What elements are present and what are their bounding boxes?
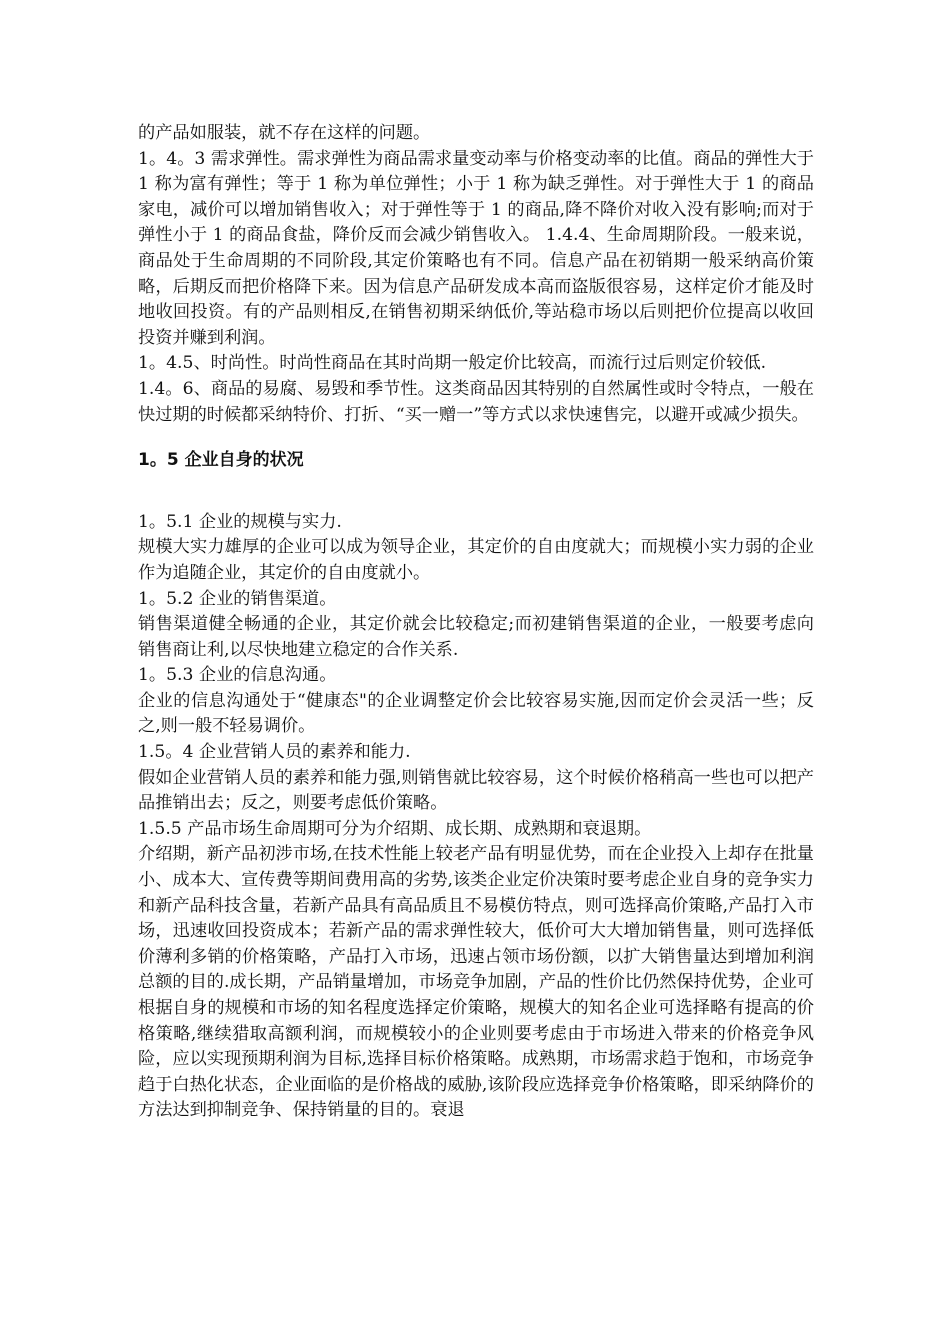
- paragraph-perishable: 1.4。6、商品的易腐、易毁和季节性。这类商品因其特别的自然属性或时令特点，一般在快过期的时候都采纳特价、打折、“买一赠一”等方式以求快速售完，以避开或减少损失。: [138, 378, 814, 425]
- paragraph-product-clothing: 的产品如服装，就不存在这样的问题。: [138, 123, 431, 143]
- section-heading: 1。5 企业自身的状况: [138, 450, 304, 471]
- subheading-communication: 1。5.3 企业的信息沟通。: [138, 665, 337, 686]
- paragraph-scale: 规模大实力雄厚的企业可以成为领导企业，其定价的自由度就大；而规模小实力弱的企业作为追随企业，其定价的自由度就小。: [138, 537, 814, 583]
- paragraph-channels: 销售渠道健全畅通的企业，其定价就会比较稳定;而初建销售渠道的企业，一般要考虑向销售商让利,以尽快地建立稳定的合作关系.: [138, 614, 814, 660]
- paragraph-staff: 假如企业营销人员的素养和能力强,则销售就比较容易，这个时候价格稍高一些也可以把产品推销出去；反之，则要考虑低价策略。: [138, 767, 814, 814]
- paragraph-fashion: 1。4.5、时尚性。时尚性商品在其时尚期一般定价比较高，而流行过后则定价较低.: [138, 353, 767, 374]
- paragraph-demand-elasticity: 1。4。3 需求弹性。需求弹性为商品需求量变动率与价格变动率的比值。商品的弹性大于 1 称为富有弹性；等于 1 称为单位弹性；小于 1 称为缺乏弹性。对于弹性大于 1 的商品家电，减价可以增加销售收入；对于弹性等于 1 的商品,降不降价对收入没有影响;而对于弹性小于 1 的商品食盐，降价反而会减少销售收入。 1.4.4、生命周期阶段。一般来说，商品处于生命周期的不同阶段,其定价策略也有不同。信息产品在初销期一般采纳高价策略，后期反而把价格降下来。因为信息产品研发成本高而盗版很容易，这样定价才能及时地收回投资。有的产品则相反,在销售初期采纳低价,等站稳市场以后则把价位提高以收回投资并赚到利润。: [138, 148, 814, 348]
- subheading-staff: 1.5。4 企业营销人员的素养和能力.: [138, 742, 411, 763]
- paragraph-communication: 企业的信息沟通处于“健康态"的企业调整定价会比较容易实施,因而定价会灵活一些；反之,则一般不轻易调价。: [138, 690, 814, 737]
- document-page: [138, 121, 814, 1124]
- subheading-lifecycle: 1.5.5 产品市场生命周期可分为介绍期、成长期、成熟期和衰退期。: [138, 818, 652, 839]
- subheading-channels: 1。5.2 企业的销售渠道。: [138, 588, 337, 609]
- paragraph-lifecycle: 介绍期，新产品初涉市场,在技术性能上较老产品有明显优势，而在企业投入上却存在批量小、成本大、宣传费等期间费用高的劣势,该类企业定价决策时要考虑企业自身的竞争实力和新产品科技含量，若新产品具有高品质且不易模仿特点，则可选择高价策略,产品打入市场，迅速收回投资成本；若新产品的需求弹性较大，低价可大大增加销售量，则可选择低价薄利多销的价格策略，产品打入市场，迅速占领市场份额，以扩大销售量达到增加利润总额的目的.成长期，产品销量增加，市场竞争加剧，产品的性价比仍然保持优势，企业可根据自身的规模和市场的知名程度选择定价策略，规模大的知名企业可选择略有提高的价格策略,继续猎取高额利润，而规模较小的企业则要考虑由于市场进入带来的价格竞争风险，应以实现预期利润为目标,选择目标价格策略。成熟期，市场需求趋于饱和，市场竞争趋于白热化状态，企业面临的是价格战的威胁,该阶段应选择竞争价格策略，即采纳降价的方法达到抑制竞争、保持销量的目的。衰退: [138, 844, 814, 1121]
- subheading-scale: 1。5.1 企业的规模与实力.: [138, 511, 342, 532]
